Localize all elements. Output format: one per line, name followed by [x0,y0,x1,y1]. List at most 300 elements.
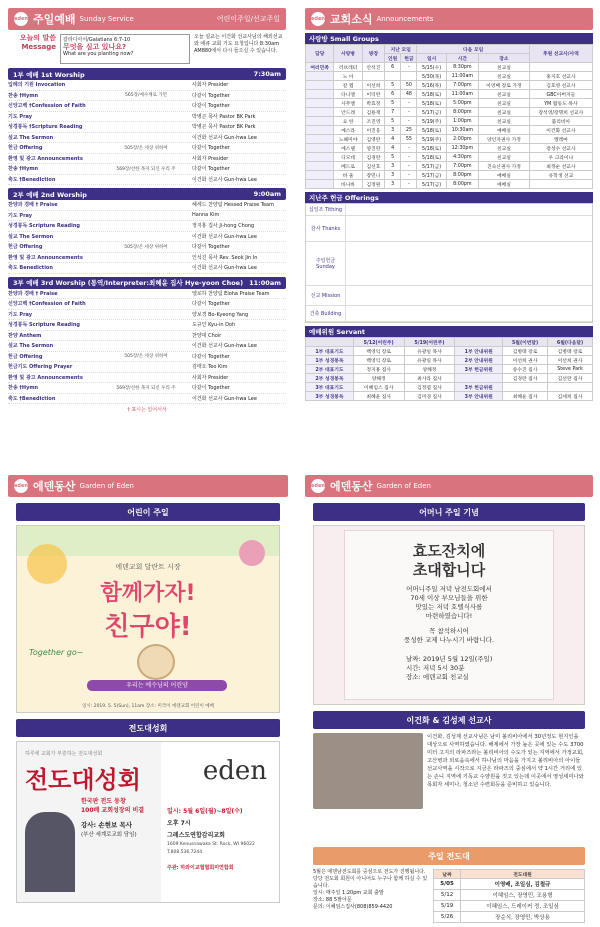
table-cell: 김경란 집사 [503,374,548,383]
order-item: 찬양과 경배 † Praise [8,202,58,209]
sermon-title-en: What are you planting now? [63,51,134,57]
table-cell: 장순식, 장영민, 박상용 [461,912,585,923]
order-row [8,101,286,112]
table-cell: 최사라 집사 [404,374,455,383]
table-cell [306,135,334,144]
table-cell: 55 [401,135,417,144]
table-row [434,901,585,912]
revival-addr: 1609 Kenusnawaka St. Rock, WI 96022 [167,842,255,847]
table-cell: 25 [401,126,417,135]
header-right: 어린이주일/선교주일 [216,15,280,23]
table-cell: 5/18(토) [417,90,446,99]
table-row [306,72,593,81]
sunday-service-header [8,8,286,30]
table-cell: 7 [385,108,401,117]
col-head: 헌금 [401,54,417,63]
table-cell: 이덕란 [362,90,384,99]
order-item: 헌금기도 Offering Prayer [8,364,73,371]
offerings-list [305,203,593,323]
order-person: 찬양대 Choir [192,332,222,339]
offering-label: 십일조 Tithing [306,204,346,215]
order-row [8,143,286,154]
order-item: 성경봉독 Scripture Reading [8,223,80,230]
offering-row [306,286,592,306]
evangelism-table [433,869,585,923]
table-cell: 김병태 장로 [548,347,593,356]
order-row [8,221,286,232]
order-row [8,80,286,91]
table-cell: 이선희 권사 [503,356,548,365]
table-cell: 3 [385,180,401,189]
table-cell [306,99,334,108]
table-row [306,153,593,162]
table-cell [306,117,334,126]
table-cell: 3 [385,162,401,171]
order-item: 기도 Pray [8,212,33,219]
revival-sub2: 100배 교회성장의 비결 [81,807,145,814]
table-cell: 장석영/장명희 선교사 [529,108,592,117]
table-row [306,365,593,374]
invitation-time: 시간: 저녁 5시 30분 [406,664,465,672]
order-item: 기도 Pray [8,311,33,318]
table-cell: 예배실 [479,126,530,135]
order-person: 박병곤 목사 Pastor BK Park [192,113,256,120]
table-cell: 5/16(목) [417,81,446,90]
table-cell: 5:00pm [446,99,478,108]
poster-big-title-2: 친구야! [104,612,192,642]
revival-sub1: 한국판 전도 동창 [81,798,126,805]
invitation-body6: 풍성한 교제 나누시기 바랍니다. [404,636,494,644]
order-item: 환영 및 광고 Announcements [8,374,83,381]
table-cell: 3 [385,126,401,135]
table-cell: 김세희 집사 [548,392,593,401]
table-row [306,108,593,117]
order-person: 정지홍 집사 Ji-hong Chong [192,223,255,230]
order-person: 사회자 Presider [192,155,229,162]
table-cell: 5/17(금) [417,108,446,117]
col-head: 6월(다음달) [548,338,593,347]
order-person: 이건화 선교사 Gun-hwa Lee [192,265,257,272]
order-item: 찬양 Anthem [8,332,42,339]
worship1-order [8,80,286,185]
offering-label: 건축 Building [306,306,346,321]
table-cell: 이혜임스 집사 [353,383,404,392]
table-cell: 8:00pm [446,108,478,117]
table-row [306,383,593,392]
table-cell: 김호영 선교사 [529,81,592,90]
table-cell: 7:00pm [446,162,478,171]
table-cell: 안석진 [362,63,384,72]
table-cell: 유광일 목사 [404,347,455,356]
order-person: Hanna Kim [192,212,220,219]
order-item: 환영 및 광고 Announcements [8,254,83,261]
order-row [8,289,286,300]
table-cell: 양진란 [362,144,384,153]
order-row [8,299,286,310]
table-cell: 3 [385,171,401,180]
table-cell [455,374,503,383]
order-row [8,211,286,222]
table-cell: 5/26 [434,912,461,923]
smallgroups-title: 사랑방 Small Groups [305,33,593,44]
col-head: 담당 [306,45,334,63]
table-cell: 3부 성경봉독 [306,392,354,401]
order-row [8,394,286,405]
table-cell [529,180,592,189]
table-cell [306,171,334,180]
message-label: 오늘의 말씀 Message [19,34,56,51]
table-cell: 7:00pm [446,81,478,90]
table-cell: 사무엘 [334,99,362,108]
order-person: 박병곤 목사 Pastor BK Park [192,124,256,131]
order-row [8,373,286,384]
table-cell: 2:00pm [446,135,478,144]
table-cell: 5/19 [434,901,461,912]
table-row [306,90,593,99]
worship3-title: 3부 예배 3rd Worship (통역/Interpreter:최혜윤 집사 Hye-yoon Choe) [13,279,244,287]
table-cell: 5/17(금) [417,171,446,180]
order-person: 다같이 Together [192,244,230,251]
table-cell: 1부 성경봉독 [306,356,354,365]
col-head: 5월(이번달) [503,338,548,347]
table-row [306,144,593,153]
order-person: 다같이 Together [192,385,230,392]
table-cell: 5/19(주) [417,135,446,144]
order-row [8,112,286,123]
eden-logo-icon: eden [14,12,28,26]
order-item: 신앙고백 †Confession of Faith [8,301,86,308]
revival-poster [16,741,280,903]
table-cell: 5 [385,153,401,162]
table-cell: 예배실 [479,171,530,180]
table-cell [401,72,417,81]
col-head: 일시 [417,54,446,63]
order-item: 찬양과 경배 † Praise [8,290,58,297]
table-row [306,63,593,72]
table-cell: - [401,144,417,153]
order-item: 축도 †Benediction [8,176,56,183]
table-cell [306,180,334,189]
worship2-time: 9:00am [253,190,281,198]
table-cell: 친교실 [479,63,530,72]
table-row [306,135,593,144]
order-item: 신앙고백 †Confession of Faith [8,103,86,110]
table-cell: 5/30(목) [417,72,446,81]
order-person: 다같이 Together [192,145,230,152]
smallgroups-table [305,44,593,189]
table-cell: 5/05 [434,879,461,890]
col-head: 다음 모임 [417,45,529,54]
offering-label: 선교 Mission [306,286,346,305]
table-cell: 5/18(토) [417,126,446,135]
table-cell: 최혜윤 집사 [503,392,548,401]
order-row [8,122,286,133]
order-person: 이건화 선교사 Gun-hwa Lee [192,134,257,141]
table-cell: 5/17(금) [417,180,446,189]
order-item: 찬송 †Hymn [8,92,39,99]
table-cell: 백영익 장로 [353,356,404,365]
table-cell: 김용재 [362,108,384,117]
revival-phone: T.808.536.7244 [167,850,203,855]
table-cell [385,72,401,81]
table-cell: 김미경 집사 [404,392,455,401]
order-row [8,242,286,253]
revival-big: 전도대성회 [25,766,141,794]
header-title: 에덴동산 [33,480,76,493]
header-title-en: Garden of Eden [79,482,134,490]
table-cell: 엘레마 [529,135,592,144]
table-cell: 김선란 집사 [548,374,593,383]
table-cell: 김정엽 집사 [404,383,455,392]
table-cell: 에스델 [334,144,362,153]
offering-value [346,204,592,215]
table-cell [548,383,593,392]
table-cell: 느헤미야 [334,135,362,144]
table-cell: 이선희 [362,81,384,90]
col-head: 5/19(어린주) [404,338,455,347]
order-hymn: 569장/선한 목자 되신 우리 주 [116,385,176,391]
worship3-time: 11:00am [249,278,281,287]
table-row [306,356,593,365]
invitation-body2: 70세 이상 부모님들을 위한 [410,594,488,602]
header-title: 에덴동산 [330,480,373,493]
order-item: 축도 Benediction [8,265,53,272]
table-cell: 김정원 [362,180,384,189]
table-row [434,890,585,901]
col-head: 사랑방 [334,45,362,63]
table-cell: 최정순 선교사 [529,162,592,171]
table-cell: 김영란 [362,135,384,144]
offering-label: 주일헌금 Sunday [306,242,346,285]
table-cell: 친교실 [479,144,530,153]
table-cell: 조진영 [362,117,384,126]
order-row [8,263,286,274]
offerings-title: 지난주 헌금 Offerings [305,192,593,203]
revival-place: 그레스도연합감리교회 [167,832,225,839]
invitation-date: 날짜: 2019년 5월 12일(주일) [406,655,493,663]
evangelism-text: 5월은 에덴남전도회를 중심으로 전도가 진행됩니다. 당당 전도회 회원이 아니어도 누구나 함께 하실 수 있습니다. [313,869,428,889]
table-cell: 5 [385,99,401,108]
missionary-photo [313,733,423,809]
table-cell: 친교실 [479,99,530,108]
order-row [8,352,286,363]
table-cell: 1:00pm [446,117,478,126]
col-head: 시간 [446,54,478,63]
message-note: 오늘 설교는 이건화 선교사님의 해외선교와 에큐 교회 기도 요청입니다 8:30am AM880에서 다시 들으실 수 있습니다. [194,34,283,54]
order-hymn: 569장/선한 목자 되신 우리 주 [116,166,176,172]
table-cell: 친교실 [479,108,530,117]
order-row [8,200,286,211]
table-row [306,374,593,383]
table-cell: 이혜임스, 드레이커 정, 조일심 [461,901,585,912]
col-head: 방장 [362,45,384,63]
invitation-body1: 어머니주일 저녁 남전도회에서 [406,585,492,593]
table-cell [306,153,334,162]
table-cell: 48 [401,90,417,99]
order-row [8,310,286,321]
worship2-title: 2부 예배 2nd Worship [13,190,87,199]
order-item: 입례의 기원 Invocation [8,82,66,89]
order-row [8,175,286,186]
table-cell: 다니엘 [334,90,362,99]
offering-value [346,242,592,285]
sermon-title: 무엇을 심고 있나요? [63,43,127,51]
order-person: 사회자 Presider [192,374,229,381]
table-cell [306,72,334,81]
table-cell: - [401,162,417,171]
poster-footer: 일시: 2019. 5. 5(Sun), 11am 장소: 미국이 에덴교회 어린이 예배 [82,704,214,709]
order-hymn: 505장/온 세상 위하여 [124,244,168,250]
table-row [306,180,593,189]
table-cell: 요 한 [334,117,362,126]
order-person: 다같이 Together [192,166,230,173]
table-cell: 5/19(주) [417,117,446,126]
table-cell: 2부 대표기도 [306,365,354,374]
order-person: 이건화 선교사 Gun-hwa Lee [192,395,257,402]
revival-speaker2: (부산 세계로교회 담임) [81,832,137,838]
invitation-line1: 효도잔치에 [412,542,486,560]
order-row [8,164,286,175]
invitation-line2: 초대합니다 [412,561,486,579]
table-cell: 우 크라이나 [529,153,592,162]
order-row [8,154,286,165]
order-item: 설교 The Sermon [8,233,54,240]
order-item: 성경봉독 †Scripture Reading [8,124,83,131]
col-head: 5/12(어린주) [353,338,404,347]
worship1-time: 7:30am [253,70,281,78]
header-title-en: Garden of Eden [376,482,431,490]
table-cell: 1부 안내위원 [455,347,503,356]
col-head [306,338,354,347]
table-cell: 송수진 집사 [503,365,548,374]
children-title: 어린이 주일 [16,503,280,521]
table-cell: 1부 대표기도 [306,347,354,356]
table-cell: 2부 안내위원 [455,356,503,365]
table-cell [306,126,334,135]
servants-table [305,337,593,401]
header-title: 주일예배 [33,13,76,26]
table-cell: 5/18(토) [417,153,446,162]
poster-small-title: 에덴교회 달란트 시장 [115,563,181,571]
table-cell: 이영배 장로 가정 [479,81,530,90]
table-cell: 정지홍 집사 [353,365,404,374]
table-cell: 홍지호 선교사 [529,72,592,81]
header-title-en: Sunday Service [79,15,134,23]
table-cell: 6 [385,90,401,99]
table-cell: 5/15(수) [417,63,446,72]
order-person: 엘로하 찬양팀 Eloha Praise Team [192,290,270,297]
table-cell: - [401,117,417,126]
garden-left-panel [8,475,288,923]
order-person: 사회자 Presider [192,82,229,89]
order-person: 다같이 Together [192,353,230,360]
worship1-bar [8,68,286,80]
table-cell [503,383,548,392]
worship3-bar [8,277,286,289]
order-row [8,133,286,144]
table-cell: 유학생 선교 [529,171,592,180]
table-row [306,392,593,401]
order-person: 도규인 Kyu-in Doh [192,322,236,329]
table-cell: 디모데 [334,153,362,162]
offering-value [346,286,592,305]
table-cell: 유광일 목사 [404,356,455,365]
table-cell: - [401,180,417,189]
table-cell: - [401,171,417,180]
header-title: 교회소식 [330,13,373,26]
table-cell: 이영배, 조일심, 김철규 [461,879,585,890]
table-cell: 양인자권사 가정 [479,135,530,144]
order-person: 인석진 목사 Rev. Seok Jin In [192,254,258,261]
table-cell: 11:00am [446,90,478,99]
table-cell: 노 아 [334,72,362,81]
missionary-section [313,733,585,841]
table-cell [306,108,334,117]
table-cell: 5/18(토) [417,144,446,153]
table-cell: 진숙산권사 가정 [479,162,530,171]
order-person: 헤세드 찬양팀 Hessed Praise Team [192,202,274,209]
table-cell: 10:30am [446,126,478,135]
table-cell: 친교실 [479,153,530,162]
table-cell: 친교실 [479,72,530,81]
table-cell: 이진웅 [362,126,384,135]
table-cell: 러브레터 [334,63,362,72]
table-row [306,347,593,356]
table-cell: 2부 성경봉독 [306,374,354,383]
offering-row [306,216,592,242]
order-item: 헌금 Offering [8,353,43,360]
table-cell: 안드레 [334,108,362,117]
table-cell: 김경란 [362,153,384,162]
poster-en: Together go~ [29,648,84,657]
table-cell: 8:00pm [446,180,478,189]
table-cell: 바나바 [334,180,362,189]
mothers-title: 어머니 주일 기념 [313,503,585,521]
col-head [455,338,503,347]
order-hymn: 505장/온 세상 위하여 [124,145,168,151]
order-row [8,253,286,264]
order-row [8,341,286,352]
invitation-place: 장소: 에덴교회 친교실 [406,673,469,681]
order-item: 기도 Pray [8,113,33,120]
order-hymn: 565장/예수께로 가면 [125,93,167,99]
col-head: 장소 [479,54,530,63]
missionary-title: 이건화 & 김성제 선교사 [313,711,585,729]
sunday-service-panel [8,8,286,458]
revival-title: 전도대성회 [16,719,280,737]
order-row [8,91,286,102]
table-cell: 5 [385,117,401,126]
eden-logo-icon: eden [14,479,28,493]
table-cell: 박효정 [362,99,384,108]
header-title-en: Announcements [376,15,434,23]
garden-header [305,475,593,497]
table-cell: 백영익 장로 [353,347,404,356]
invitation-body3: 맛있는 저녁 호텔식사를 [415,603,483,611]
offering-row [306,242,592,286]
table-cell: 5/12 [434,890,461,901]
table-cell: 불리비아 [529,117,592,126]
table-cell: 김선호 [362,162,384,171]
garden-header [8,475,288,497]
evangelism-bullet: 장소: 88 5팔아문 [313,897,352,903]
message-block [8,34,286,64]
order-person: 다같이 Together [192,92,230,99]
table-cell: 여러민족 [306,63,334,72]
offering-label: 감사 Thanks [306,216,346,241]
table-cell: 5 [385,81,401,90]
table-cell: 최혜윤 집사 [353,392,404,401]
